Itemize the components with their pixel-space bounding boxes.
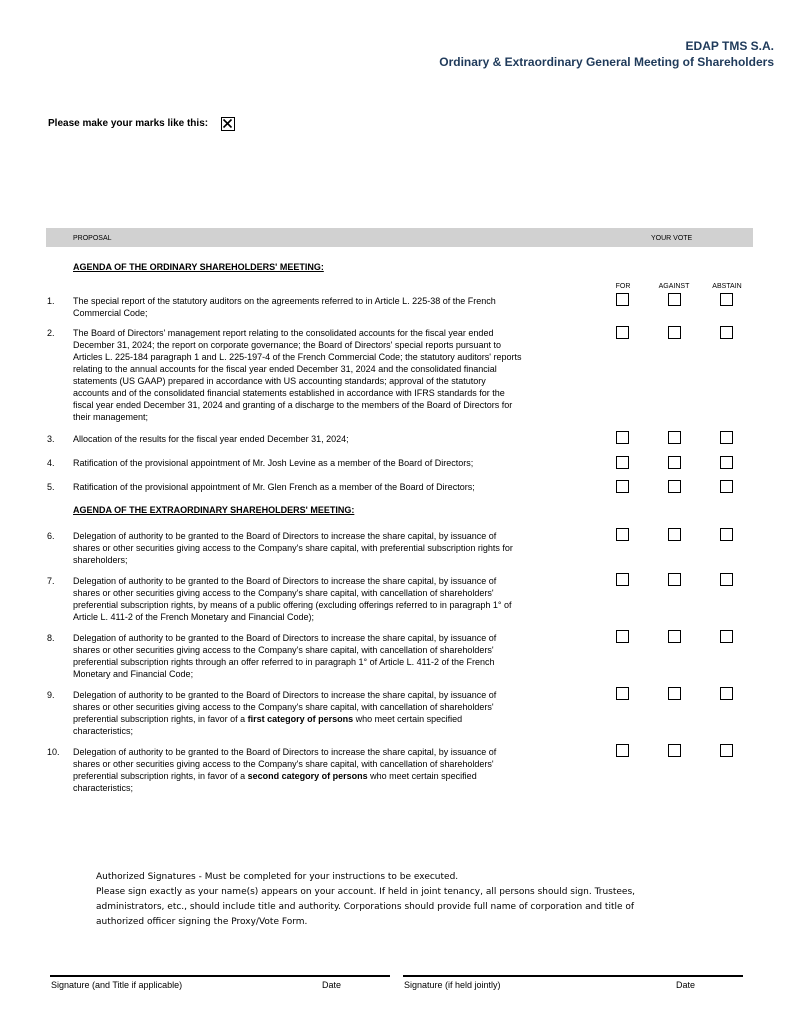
date-label-primary: Date	[322, 980, 342, 990]
vote-abstain-checkbox[interactable]	[720, 528, 733, 541]
vote-abstain-checkbox[interactable]	[720, 630, 733, 643]
for-column-header: FOR	[615, 283, 631, 290]
vote-abstain-checkbox[interactable]	[720, 573, 733, 586]
company-name: EDAP TMS S.A.	[685, 39, 774, 53]
vote-abstain-checkbox[interactable]	[720, 431, 733, 444]
date-label-joint: Date	[676, 980, 696, 990]
abstain-column-header: ABSTAIN	[712, 283, 742, 290]
vote-abstain-checkbox[interactable]	[720, 326, 733, 339]
proposal-number: 10.	[47, 747, 60, 757]
vote-against-checkbox[interactable]	[668, 573, 681, 586]
proposal-text: Allocation of the results for the fiscal year ended December 31, 2024;	[73, 434, 349, 444]
proposal-number: 6.	[47, 531, 55, 541]
vote-against-checkbox[interactable]	[668, 744, 681, 757]
marked-checkbox-example-icon	[221, 117, 235, 131]
vote-for-checkbox[interactable]	[616, 744, 629, 757]
proposal-number: 1.	[47, 296, 55, 306]
against-column-header: AGAINST	[658, 283, 690, 290]
vote-against-checkbox[interactable]	[668, 326, 681, 339]
vote-abstain-checkbox[interactable]	[720, 293, 733, 306]
vote-for-checkbox[interactable]	[616, 573, 629, 586]
vote-for-checkbox[interactable]	[616, 480, 629, 493]
vote-against-checkbox[interactable]	[668, 293, 681, 306]
signature-label-primary: Signature (and Title if applicable)	[51, 980, 183, 990]
proposal-number: 8.	[47, 633, 55, 643]
vote-for-checkbox[interactable]	[616, 687, 629, 700]
proposal-number: 3.	[47, 434, 55, 444]
vote-abstain-checkbox[interactable]	[720, 687, 733, 700]
marks-instruction: Please make your marks like this:	[48, 118, 209, 129]
proposal-text: Ratification of the provisional appointment of Mr. Josh Levine as a member of the Board of Directors;	[73, 458, 474, 468]
signature-label-joint: Signature (if held jointly)	[404, 980, 501, 990]
vote-against-checkbox[interactable]	[668, 528, 681, 541]
ordinary-agenda-heading: AGENDA OF THE ORDINARY SHAREHOLDERS' MEETING:	[73, 262, 324, 272]
extraordinary-agenda-heading: AGENDA OF THE EXTRAORDINARY SHAREHOLDERS' MEETING:	[73, 505, 355, 515]
proposal-number: 4.	[47, 458, 55, 468]
proposal-text: The special report of the statutory auditors on the agreements referred to in Article L. 225-38 of the French Commercial Code;	[73, 296, 496, 318]
vote-against-checkbox[interactable]	[668, 480, 681, 493]
proposal-text: Delegation of authority to be granted to the Board of Directors to increase the share capital, by issuance of shares or other securities giving access to the Company's share capital, with preferential subscription rights for shareholders;	[73, 531, 513, 565]
proposal-text: The Board of Directors' management report relating to the consolidated accounts for the fiscal year ended December 31, 2024; the report on corporate governance; the Board of Directors' special reports pursuant to Articles L. 225-184 paragraph 1 and L. 225-197-4 of the French Commercial Code; the statutory auditors' reports relating to the annual accounts for the fiscal year ended December 31, 2024 and the consolidated financial statements (US GAAP) prepared in accordance with US accounting standards; approval of the statutory accounts and of the consolidated financial statements established in accordance with IFRS standards for the fiscal year ended December 31, 2024 and granting of a discharge to the members of the Board of Directors for their management;	[73, 328, 522, 422]
your-vote-column-header: YOUR VOTE	[651, 235, 693, 242]
vote-for-checkbox[interactable]	[616, 528, 629, 541]
proposal-number: 9.	[47, 690, 55, 700]
proposal-text: Delegation of authority to be granted to the Board of Directors to increase the share capital, by issuance of shares or other securities giving access to the Company's share capital, with cancellation of shareholders' preferential subscription rights, in favor of a second category of persons who meet certain specified characteristics;	[73, 747, 497, 793]
meeting-title: Ordinary & Extraordinary General Meeting of Shareholders	[439, 55, 774, 69]
vote-for-checkbox[interactable]	[616, 431, 629, 444]
vote-abstain-checkbox[interactable]	[720, 744, 733, 757]
proposal-column-header: PROPOSAL	[73, 235, 112, 242]
proposal-number: 7.	[47, 576, 55, 586]
vote-for-checkbox[interactable]	[616, 630, 629, 643]
proposal-text: Ratification of the provisional appointment of Mr. Glen French as a member of the Board of Directors;	[73, 482, 475, 492]
signature-line-joint[interactable]	[403, 975, 743, 977]
vote-for-checkbox[interactable]	[616, 293, 629, 306]
proposal-text: Delegation of authority to be granted to the Board of Directors to increase the share capital, by issuance of shares or other securities giving access to the Company's share capital, with cancellation of shareholders' preferential subscription rights through an offer referred to in paragraph 1° of Article L. 411-2 of the French Monetary and Financial Code;	[73, 633, 497, 679]
vote-abstain-checkbox[interactable]	[720, 456, 733, 469]
vote-against-checkbox[interactable]	[668, 431, 681, 444]
proposal-number: 2.	[47, 328, 55, 338]
vote-for-checkbox[interactable]	[616, 326, 629, 339]
vote-against-checkbox[interactable]	[668, 687, 681, 700]
signature-line-primary[interactable]	[50, 975, 390, 977]
vote-for-checkbox[interactable]	[616, 456, 629, 469]
vote-abstain-checkbox[interactable]	[720, 480, 733, 493]
proposal-number: 5.	[47, 482, 55, 492]
vote-against-checkbox[interactable]	[668, 456, 681, 469]
vote-against-checkbox[interactable]	[668, 630, 681, 643]
table-header-bar	[46, 228, 753, 247]
authorized-signatures-notice: Authorized Signatures - Must be completed for your instructions to be executed. Please sign exactly as your name(s) appears on your account. If held in joint tenancy, all persons should sign. Trustees, administrators, etc., should include title and authority. Corporations should provide full name of corporation and title of authorized officer signing the Proxy/Vote Form.	[96, 872, 636, 927]
proposal-text: Delegation of authority to be granted to the Board of Directors to increase the share capital, by issuance of shares or other securities giving access to the Company's share capital, with cancellation of shareholders' preferential subscription rights, in favor of a first category of persons who meet certain specified characteristics;	[73, 690, 497, 736]
proposal-text: Delegation of authority to be granted to the Board of Directors to increase the share capital, by issuance of shares or other securities giving access to the Company's share capital, with cancellation of shareholders' preferential subscription rights, by means of a public offering (excluding offerings referred to in paragraph 1° of Article L. 411-2 of the French Monetary and Financial Code);	[73, 576, 512, 622]
